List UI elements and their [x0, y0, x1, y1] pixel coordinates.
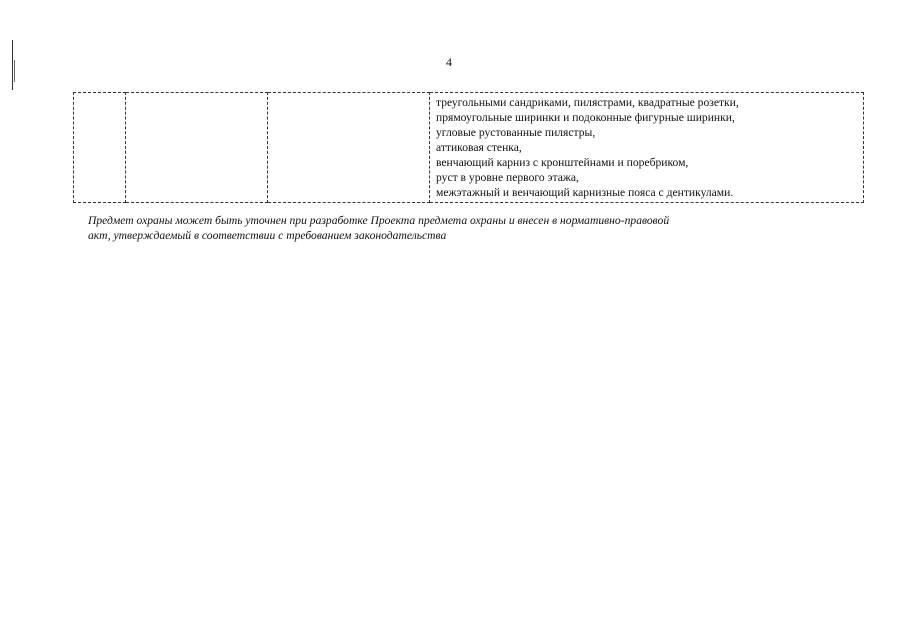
table-cell-location: [268, 93, 430, 203]
table-row: [74, 93, 864, 203]
table-cell-object: [126, 93, 268, 203]
scan-margin-mark-secondary: [14, 60, 15, 82]
list-item: угловые рустованные пилястры,: [436, 126, 596, 139]
list-item: треугольными сандриками, пилястрами, квадратные розетки,: [436, 96, 739, 109]
list-item: венчающий карниз с кронштейнами и поребриком,: [436, 156, 689, 169]
table-cell-number: [74, 93, 126, 203]
page-number: 4: [446, 55, 452, 69]
table-cell-protection-subject: [430, 93, 864, 203]
scan-margin-mark: [12, 40, 13, 90]
heritage-table: [73, 92, 864, 203]
footnote-line: акт, утверждаемый в соответствии с требованием законодательства: [88, 228, 447, 242]
footnote-line: Предмет охраны может быть уточнен при разработке Проекта предмета охраны и внесен в нормативно-правовой: [88, 214, 670, 227]
list-item: прямоугольные ширинки и подоконные фигурные ширинки,: [436, 111, 735, 124]
list-item: аттиковая стенка,: [436, 141, 522, 154]
list-item: межэтажный и венчающий карнизные пояса с дентикулами.: [436, 186, 734, 199]
list-item: руст в уровне первого этажа,: [436, 171, 579, 184]
footnote: [88, 214, 828, 243]
